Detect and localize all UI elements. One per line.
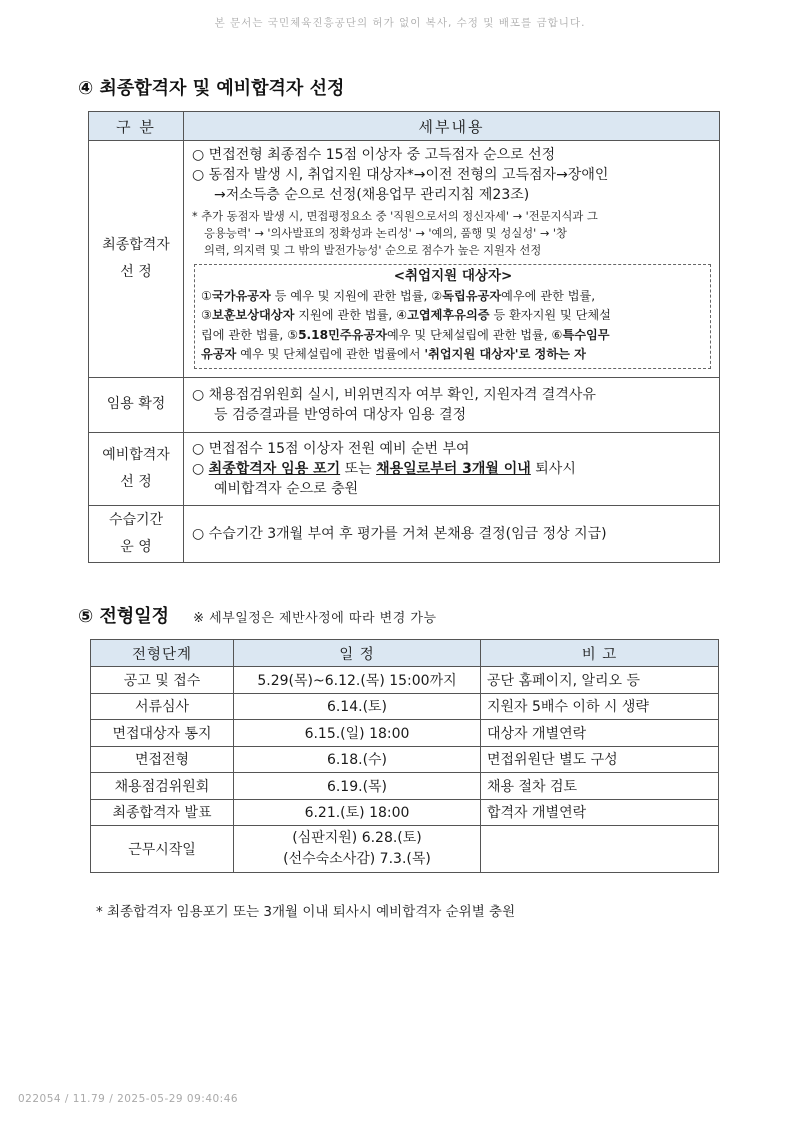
support-target-box — [194, 264, 711, 369]
detail-final-selection — [184, 141, 720, 378]
schedule-change-note: ※ 세부일정은 제반사정에 따라 변경 가능 — [193, 611, 437, 626]
reserve-line-1: ○ 면접점수 15점 이상자 전원 예비 순번 부여 — [192, 440, 470, 457]
support-line-2: ③보훈보상대상자 지원에 관한 법률, ④고엽제후유의증 등 환자지원 및 단체설 — [201, 308, 611, 322]
header-detail: 세부내용 — [184, 112, 720, 141]
cat-probation: 수습기간 운 영 — [89, 505, 184, 562]
copyright-notice: 본 문서는 국민체육진흥공단의 허가 없이 복사, 수정 및 배포를 금합니다. — [214, 17, 586, 29]
selection-table-header — [89, 112, 720, 141]
final-line-2: ○ 동점자 발생 시, 취업지원 대상자*→이전 전형의 고득점자→장애인 — [192, 167, 609, 183]
reserve-footnote: * 최종합격자 임용포기 또는 3개월 이내 퇴사시 예비합격자 순위별 충원 — [96, 904, 516, 920]
table-row: 근무시작일 (심판지원) 6.28.(토) (선수숙소사감) 7.3.(목) — [91, 826, 719, 873]
tie-note-3: 의력, 의지력 및 그 밖의 발전가능성' 순으로 점수가 높은 지원자 선정 — [204, 244, 542, 257]
cat-appointment: 임용 확정 — [89, 377, 184, 432]
final-line-1: ○ 면접전형 최종점수 15점 이상자 중 고득점자 순으로 선정 — [192, 147, 556, 163]
row-reserve-selection — [89, 432, 720, 505]
header-remark: 비 고 — [481, 640, 719, 667]
document-footer-id: 022054 / 11.79 / 2025-05-29 09:40:46 — [18, 1093, 239, 1105]
detail-appointment — [184, 377, 720, 432]
tie-note-1: * 추가 동점자 발생 시, 면접평정요소 중 '직원으로서의 정신자세' → '전문지식과 그 — [192, 210, 598, 223]
support-line-1: ①국가유공자 등 예우 및 지원에 관한 법률, ②독립유공자예우에 관한 법률, — [201, 288, 596, 303]
reserve-line-3: 예비합격자 순으로 충원 — [214, 480, 359, 497]
section5-title: ⑤ 전형일정 ※ 세부일정은 제반사정에 따라 변경 가능 — [78, 606, 437, 627]
header-stage: 전형단계 — [91, 640, 234, 667]
row-probation — [89, 505, 720, 562]
probation-line-1: ○ 수습기간 3개월 부여 후 평가를 거쳐 본채용 결정(임금 정상 지급) — [192, 525, 607, 542]
table-row: 서류심사 6.14.(토) 지원자 5배수 이하 시 생략 — [91, 693, 719, 720]
detail-probation — [184, 505, 720, 562]
schedule-header — [91, 640, 719, 667]
support-line-3: 립에 관한 법률, ⑤5.18민주유공자예우 및 단체설립에 관한 법률, ⑥특수임무 — [201, 327, 610, 342]
schedule-table — [90, 639, 719, 873]
header-date: 일 정 — [234, 640, 481, 667]
detail-reserve-selection — [184, 432, 720, 505]
selection-table — [88, 111, 720, 563]
reserve-line-2: ○ 최종합격자 임용 포기 또는 채용일로부터 3개월 이내 퇴사시 — [192, 460, 576, 477]
appoint-line-1: ○ 채용점검위원회 실시, 비위면직자 여부 확인, 지원자격 결격사유 — [192, 386, 596, 403]
cat-final-selection: 최종합격자 선 정 — [89, 141, 184, 378]
support-line-4: 유공자 예우 및 단체설립에 관한 법률에서 '취업지원 대상자'로 정하는 자 — [201, 347, 586, 361]
table-row: 채용점검위원회 6.19.(목) 채용 절차 검토 — [91, 773, 719, 800]
table-row: 최종합격자 발표 6.21.(토) 18:00 합격자 개별연락 — [91, 799, 719, 826]
appoint-line-2: 등 검증결과를 반영하여 대상자 임용 결정 — [214, 406, 467, 423]
table-row: 공고 및 접수 5.29(목)~6.12.(목) 15:00까지 공단 홈페이지, 알리오 등 — [91, 667, 719, 694]
table-row: 면접대상자 통지 6.15.(일) 18:00 대상자 개별연락 — [91, 720, 719, 747]
tie-note-2: 응용능력' → '의사발표의 정확성과 논리성' → '예의, 품행 및 성실성' → '창 — [204, 227, 567, 240]
support-title: <취업지원 대상자> — [393, 268, 513, 284]
table-row: 면접전형 6.18.(수) 면접위원단 별도 구성 — [91, 746, 719, 773]
section4-title: ④ 최종합격자 및 예비합격자 선정 — [78, 78, 345, 99]
final-line-3: →저소득층 순으로 선정(채용업무 관리지침 제23조) — [214, 187, 530, 203]
row-final-selection — [89, 141, 720, 378]
header-category: 구 분 — [89, 112, 184, 141]
cat-reserve-selection: 예비합격자 선 정 — [89, 432, 184, 505]
row-appointment — [89, 377, 720, 432]
